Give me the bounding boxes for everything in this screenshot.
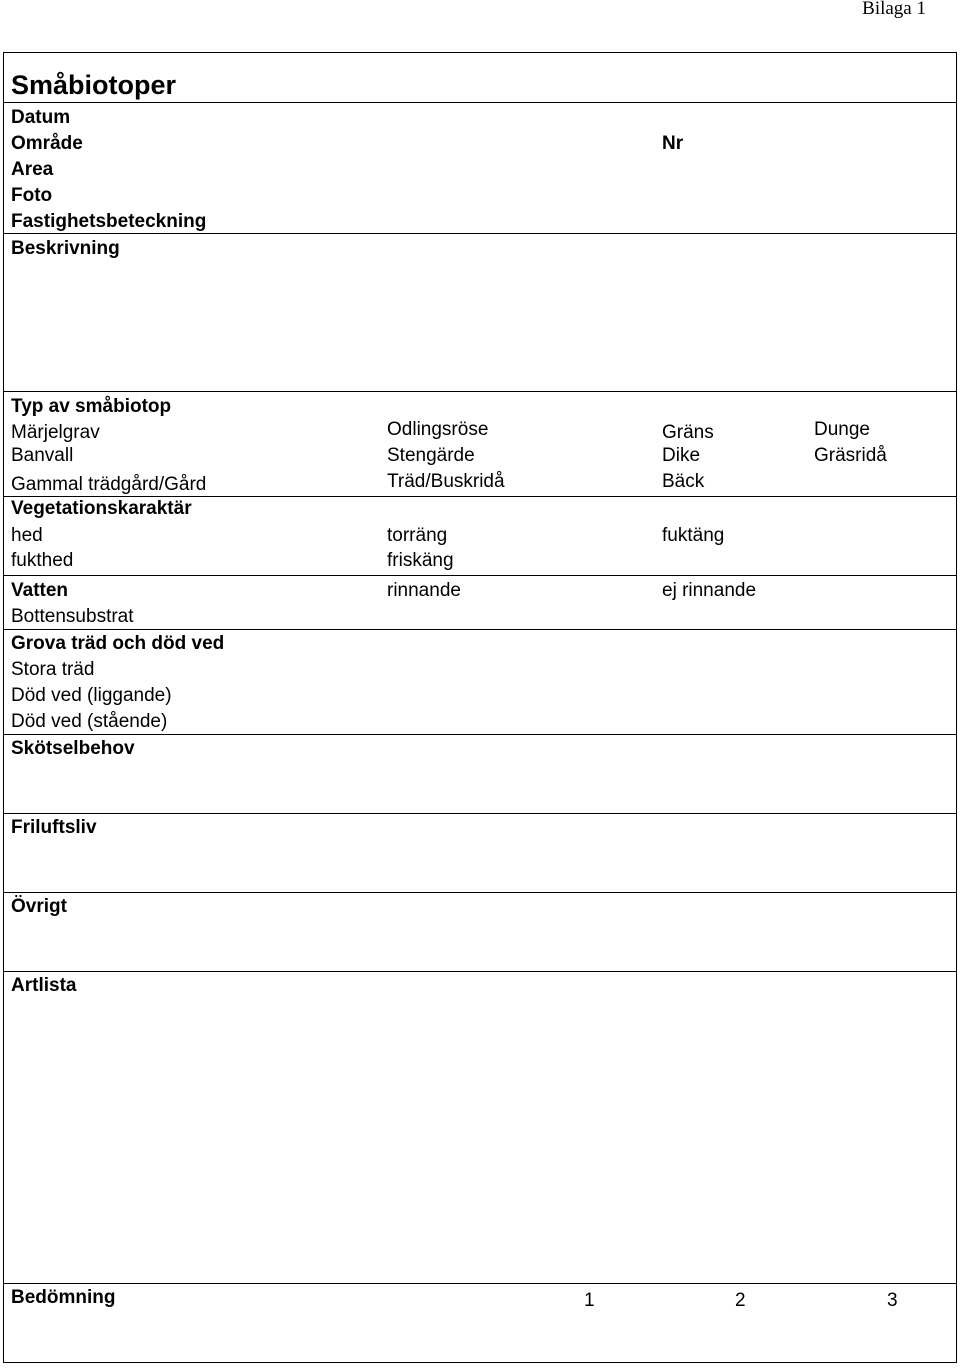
banvall-option: Banvall (11, 445, 74, 466)
stora-trad-label: Stora träd (11, 659, 95, 680)
divider (4, 575, 956, 576)
artlista-label: Artlista (11, 975, 77, 996)
form-sheet (3, 52, 957, 1363)
vatten-heading: Vatten (11, 580, 69, 601)
bedomning-score-3: 3 (887, 1290, 898, 1311)
foto-label: Foto (11, 185, 53, 206)
area-label: Area (11, 159, 54, 180)
ovrigt-label: Övrigt (11, 896, 67, 917)
divider (4, 629, 956, 630)
dod-ved-liggande-label: Död ved (liggande) (11, 685, 172, 706)
beskrivning-label: Beskrivning (11, 238, 120, 259)
divider (4, 971, 956, 972)
rinnande-option: rinnande (387, 580, 461, 601)
fukthed-option: fukthed (11, 550, 74, 571)
ej-rinnande-option: ej rinnande (662, 580, 757, 601)
divider (4, 391, 956, 392)
stengarde-option: Stengärde (387, 445, 475, 466)
grans-option: Gräns (662, 422, 714, 443)
divider (4, 892, 956, 893)
fastighetsbeteckning-label: Fastighetsbeteckning (11, 211, 207, 232)
divider (4, 813, 956, 814)
datum-label: Datum (11, 107, 71, 128)
divider (4, 734, 956, 735)
hed-option: hed (11, 525, 43, 546)
grova-trad-heading: Grova träd och död ved (11, 633, 225, 654)
dunge-option: Dunge (814, 419, 870, 440)
vegetation-heading: Vegetationskaraktär (11, 498, 192, 519)
typ-heading: Typ av småbiotop (11, 396, 172, 417)
trad-buskrida-option: Träd/Buskridå (387, 471, 505, 492)
divider (4, 1283, 956, 1284)
skotselbehov-label: Skötselbehov (11, 738, 135, 759)
grasrida-option: Gräsridå (814, 445, 887, 466)
torrang-option: torräng (387, 525, 448, 546)
back-option: Bäck (662, 471, 705, 492)
bedomning-label: Bedömning (11, 1287, 116, 1308)
bedomning-score-1: 1 (584, 1290, 595, 1311)
friskang-option: friskäng (387, 550, 454, 571)
page-title: Småbiotoper (11, 70, 177, 100)
odlingsrose-option: Odlingsröse (387, 419, 489, 440)
fuktang-option: fuktäng (662, 525, 725, 546)
bottensubstrat-label: Bottensubstrat (11, 606, 134, 627)
appendix-label: Bilaga 1 (862, 0, 926, 19)
marjelgrav-option: Märjelgrav (11, 422, 100, 443)
dod-ved-staende-label: Död ved (stående) (11, 711, 168, 732)
dike-option: Dike (662, 445, 701, 466)
omrade-label: Område (11, 133, 83, 154)
friluftsliv-label: Friluftsliv (11, 817, 97, 838)
nr-label: Nr (662, 133, 684, 154)
divider (4, 496, 956, 497)
divider (4, 233, 956, 234)
bedomning-score-2: 2 (735, 1290, 746, 1311)
divider (4, 102, 956, 103)
gammal-tradgard-option: Gammal trädgård/Gård (11, 474, 207, 495)
